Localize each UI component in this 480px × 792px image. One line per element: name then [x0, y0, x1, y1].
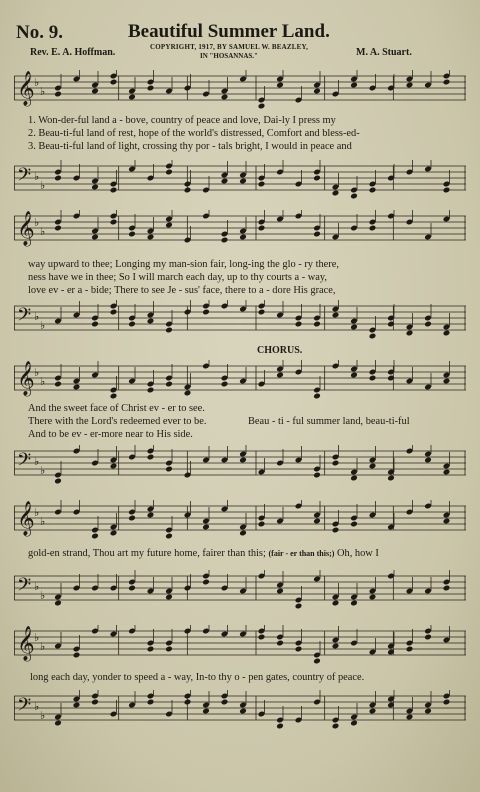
note-head	[258, 570, 266, 579]
note-head	[350, 176, 358, 199]
note-head	[369, 501, 377, 518]
note-head	[147, 577, 155, 594]
staff-system-4-bass	[14, 570, 466, 612]
note-head	[91, 449, 99, 466]
note-head	[147, 500, 155, 518]
note-head	[165, 160, 173, 175]
note-head	[54, 703, 62, 726]
note-head	[221, 300, 229, 309]
note-head	[239, 367, 247, 384]
note-head	[221, 574, 229, 591]
note-head	[128, 691, 136, 708]
copyright-source: IN "HOSANNAS."	[200, 52, 258, 60]
note-head	[73, 301, 81, 318]
staff-system-3-treble	[14, 360, 466, 402]
note-head	[239, 161, 247, 184]
bass-clef-icon: 𝄢	[17, 305, 32, 330]
note-head	[276, 360, 284, 378]
note-head	[128, 625, 136, 634]
note-head	[350, 307, 358, 330]
note-head	[350, 629, 358, 646]
note-head	[443, 170, 451, 193]
note-head	[128, 214, 136, 237]
note-head	[110, 446, 118, 469]
note-head	[369, 577, 377, 600]
lyric-line: 3. Beau-ti-ful land of light, crossing thy por - tals bright, I would in peace and	[28, 141, 352, 152]
note-head	[73, 500, 81, 515]
composer: M. A. Stuart.	[356, 47, 412, 58]
note-head	[313, 376, 321, 399]
note-head	[369, 638, 377, 655]
note-head	[424, 577, 432, 594]
flat-icon: ♭	[40, 375, 46, 388]
note-head	[147, 301, 155, 324]
note-head	[276, 625, 284, 646]
note-head	[332, 583, 340, 606]
lyric-line: Beau - ti - ful summer land, beau-ti-ful	[248, 416, 410, 427]
note-head	[147, 629, 155, 652]
note-head	[258, 370, 266, 387]
staff-system-2-treble	[14, 210, 466, 252]
flat-icon: ♭	[40, 319, 46, 332]
note-head	[295, 586, 303, 609]
note-head	[239, 691, 247, 714]
flat-icon: ♭	[34, 700, 40, 713]
lyric-line: love ev - er a - bide; There to see Je - sus' face, there to a - dore His grace,	[28, 285, 336, 296]
note-head	[406, 629, 414, 652]
note-head	[147, 217, 155, 240]
note-head	[406, 313, 414, 336]
note-head	[313, 690, 321, 705]
note-head	[387, 164, 395, 181]
note-head	[73, 690, 81, 708]
note-head	[221, 77, 229, 100]
note-head	[110, 210, 118, 225]
note-head	[184, 625, 192, 634]
note-head	[406, 697, 414, 720]
note-head	[295, 500, 303, 509]
lyric-line: There with the Lord's redeemed ever to be.	[28, 416, 207, 427]
staff-system-5-bass	[14, 690, 466, 732]
note-head	[387, 360, 395, 381]
note-head	[147, 70, 155, 91]
hymn-title: Beautiful Summer Land.	[128, 21, 330, 42]
note-head	[443, 501, 451, 524]
note-head	[239, 217, 247, 240]
note-head	[424, 304, 432, 327]
flat-icon: ♭	[34, 216, 40, 229]
note-head	[406, 445, 414, 454]
note-head	[387, 632, 395, 655]
note-head	[387, 690, 395, 708]
note-head	[369, 316, 377, 339]
note-head	[128, 367, 136, 384]
note-head	[54, 632, 62, 649]
note-head	[424, 373, 432, 390]
note-head	[295, 706, 303, 723]
note-head	[369, 74, 377, 91]
flat-icon: ♭	[34, 580, 40, 593]
note-head	[258, 164, 266, 187]
note-head	[332, 173, 340, 196]
lyric-segment: gold-en strand, Thou art my future home, fairer than this;	[28, 548, 266, 559]
note-head	[54, 500, 62, 515]
note-head	[313, 455, 321, 478]
note-head	[295, 86, 303, 103]
lyric-line: way upward to thee; Longing my man-sion fair, long-ing the glo - ry there,	[28, 259, 339, 270]
note-head	[387, 74, 395, 91]
note-head	[221, 690, 229, 705]
note-head	[276, 160, 284, 175]
note-head	[202, 210, 210, 219]
note-head	[332, 510, 340, 533]
flat-icon: ♭	[40, 85, 46, 98]
note-head	[350, 703, 358, 726]
note-head	[54, 210, 62, 231]
copyright-line: COPYRIGHT, 1917, BY SAMUEL W. BEAZLEY,	[150, 43, 309, 51]
treble-clef-icon: 𝄞	[17, 626, 35, 661]
flat-icon: ♭	[34, 310, 40, 323]
note-head	[387, 513, 395, 530]
note-head	[313, 641, 321, 664]
flat-icon: ♭	[34, 631, 40, 644]
note-head	[369, 360, 377, 381]
treble-clef-icon: 𝄞	[17, 361, 35, 396]
note-head	[147, 164, 155, 181]
note-head	[295, 170, 303, 187]
chorus-label: CHORUS.	[257, 345, 303, 356]
note-head	[350, 360, 358, 378]
flat-icon: ♭	[40, 589, 46, 602]
note-head	[202, 300, 210, 315]
note-head	[128, 77, 136, 100]
lyric-line: 2. Beau-ti-ful land of rest, hope of the world's distressed, Comfort and bless-ed-	[28, 128, 360, 139]
note-head	[165, 77, 173, 94]
flat-icon: ♭	[40, 709, 46, 722]
lyric-line: And to be ev - er-more near to His side.	[28, 429, 193, 440]
note-head	[369, 170, 377, 193]
note-head	[147, 690, 155, 705]
lyric-line: ness have we in thee; So I will march each day, up to thy courts a - way,	[28, 272, 328, 283]
flat-icon: ♭	[40, 515, 46, 528]
note-head	[110, 70, 118, 85]
note-head	[91, 71, 99, 94]
note-head	[295, 360, 303, 375]
note-head	[406, 500, 414, 515]
flat-icon: ♭	[40, 640, 46, 653]
note-head	[406, 577, 414, 594]
note-head	[202, 691, 210, 714]
bass-clef-icon: 𝄢	[17, 575, 32, 600]
note-head	[258, 86, 266, 109]
note-head	[350, 583, 358, 606]
note-head	[128, 304, 136, 327]
note-head	[54, 583, 62, 606]
note-head	[239, 445, 247, 463]
note-head	[239, 577, 247, 594]
flat-icon: ♭	[40, 464, 46, 477]
note-head	[313, 501, 321, 524]
staff-system-2-bass	[14, 300, 466, 342]
note-head	[165, 364, 173, 387]
note-head	[332, 80, 340, 97]
note-head	[258, 300, 266, 315]
note-head	[332, 706, 340, 729]
flat-icon: ♭	[40, 225, 46, 238]
note-head	[165, 210, 173, 228]
note-head	[443, 361, 451, 384]
note-head	[313, 214, 321, 237]
note-head	[54, 461, 62, 484]
note-head	[276, 449, 284, 466]
note-head	[202, 176, 210, 193]
staff-system-3-bass	[14, 445, 466, 487]
note-head	[313, 71, 321, 94]
note-head	[91, 690, 99, 705]
note-head	[350, 70, 358, 88]
note-head	[406, 160, 414, 175]
bass-clef-icon: 𝄢	[17, 165, 32, 190]
note-head	[54, 364, 62, 387]
note-head	[184, 690, 192, 705]
note-head	[73, 445, 81, 454]
note-head	[313, 304, 321, 327]
lyric-line: And the sweet face of Christ ev - er to see.	[28, 403, 205, 414]
note-head	[443, 313, 451, 336]
staff-system-1-bass	[14, 160, 466, 202]
note-head	[91, 361, 99, 378]
note-head	[258, 458, 266, 475]
note-head	[295, 304, 303, 327]
note-head	[165, 516, 173, 539]
note-head	[202, 625, 210, 634]
lyric-line: 1. Won-der-ful land a - bove, country of peace and love, Dai-ly I press my	[28, 115, 336, 126]
note-head	[110, 700, 118, 717]
flat-icon: ♭	[34, 76, 40, 89]
staff-system-4-treble	[14, 500, 466, 542]
note-head	[276, 70, 284, 88]
note-head	[147, 445, 155, 460]
note-head	[73, 574, 81, 591]
note-head	[91, 217, 99, 240]
note-head	[295, 446, 303, 463]
note-head	[165, 310, 173, 333]
note-head	[73, 164, 81, 181]
note-head	[350, 504, 358, 527]
note-head	[128, 570, 136, 591]
flat-icon: ♭	[34, 366, 40, 379]
note-head	[165, 700, 173, 717]
staff-system-5-treble	[14, 625, 466, 667]
note-head	[202, 446, 210, 463]
note-head	[332, 300, 340, 318]
note-head	[221, 364, 229, 387]
note-head	[110, 376, 118, 399]
note-head	[54, 74, 62, 97]
note-head	[406, 210, 414, 225]
note-head	[258, 504, 266, 527]
note-head	[443, 452, 451, 475]
note-head	[406, 367, 414, 384]
note-head	[350, 214, 358, 231]
flat-icon: ♭	[34, 170, 40, 183]
note-head	[313, 160, 321, 181]
lyric-segment: Oh, how I	[337, 548, 379, 559]
treble-clef-icon: 𝄞	[17, 501, 35, 536]
note-head	[295, 210, 303, 219]
note-head	[202, 570, 210, 585]
lyric-echo: (fair - er than this;)	[268, 549, 335, 558]
treble-clef-icon: 𝄞	[17, 71, 35, 106]
note-head	[258, 700, 266, 717]
note-head	[91, 625, 99, 634]
note-head	[424, 71, 432, 88]
flat-icon: ♭	[40, 179, 46, 192]
note-head	[369, 446, 377, 469]
note-head	[91, 304, 99, 327]
note-head	[369, 691, 377, 714]
note-head	[202, 360, 210, 369]
note-head	[424, 223, 432, 240]
note-head	[443, 70, 451, 85]
note-head	[73, 367, 81, 390]
note-head	[406, 70, 414, 88]
note-head	[110, 574, 118, 591]
note-head	[276, 507, 284, 524]
note-head	[91, 167, 99, 190]
lyric-line	[28, 548, 379, 559]
note-head	[332, 223, 340, 240]
note-head	[443, 570, 451, 591]
note-head	[424, 445, 432, 463]
note-head	[332, 445, 340, 466]
note-head	[258, 210, 266, 231]
note-head	[221, 161, 229, 184]
note-head	[128, 500, 136, 521]
note-head	[332, 360, 340, 369]
note-head	[147, 370, 155, 393]
flat-icon: ♭	[34, 506, 40, 519]
note-head	[165, 577, 173, 600]
note-head	[443, 626, 451, 643]
note-head	[73, 210, 81, 219]
flat-icon: ♭	[34, 455, 40, 468]
note-head	[387, 304, 395, 327]
note-head	[110, 513, 118, 536]
staff-system-1-treble	[14, 70, 466, 112]
note-head	[258, 625, 266, 640]
lyric-line: long each day, yonder to speed a - way, In-to thy o - pen gates, country of peace.	[30, 672, 365, 683]
note-head	[110, 300, 118, 315]
bass-clef-icon: 𝄢	[17, 695, 32, 720]
note-head	[73, 635, 81, 658]
note-head	[369, 210, 377, 231]
note-head	[424, 625, 432, 640]
note-head	[110, 170, 118, 193]
note-head	[165, 629, 173, 652]
note-head	[91, 516, 99, 539]
note-head	[276, 706, 284, 729]
note-head	[350, 458, 358, 481]
note-head	[54, 307, 62, 324]
note-head	[387, 458, 395, 481]
note-head	[332, 626, 340, 649]
note-head	[91, 574, 99, 591]
note-head	[276, 571, 284, 594]
note-head	[165, 449, 173, 472]
note-head	[202, 507, 210, 530]
note-head	[295, 629, 303, 652]
note-head	[276, 301, 284, 318]
bass-clef-icon: 𝄢	[17, 450, 32, 475]
note-head	[202, 80, 210, 97]
note-head	[54, 160, 62, 181]
note-head	[221, 220, 229, 243]
lyricist: Rev. E. A. Hoffman.	[30, 47, 116, 58]
treble-clef-icon: 𝄞	[17, 211, 35, 246]
note-head	[424, 500, 432, 509]
hymn-number: No. 9.	[16, 22, 63, 43]
note-head	[424, 691, 432, 714]
note-head	[128, 445, 136, 460]
note-head	[443, 690, 451, 705]
note-head	[239, 513, 247, 536]
note-head	[221, 446, 229, 463]
